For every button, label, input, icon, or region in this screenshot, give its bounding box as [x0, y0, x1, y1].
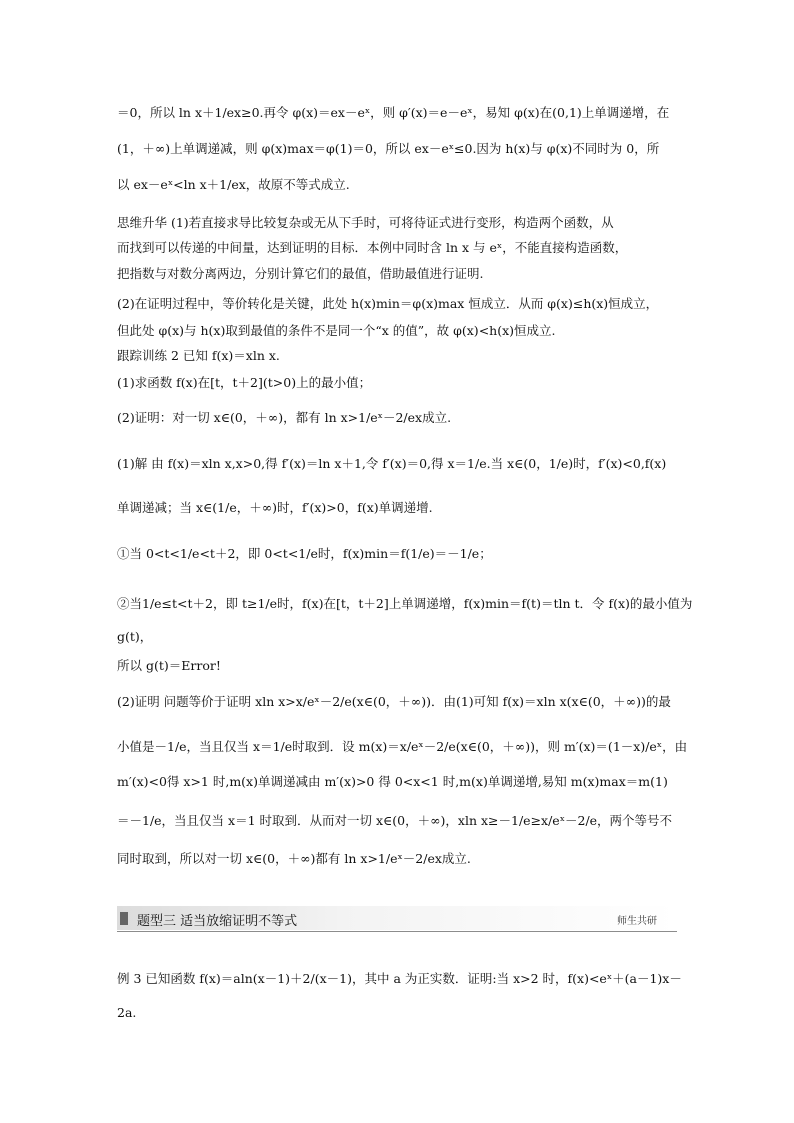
- text-line: 跟踪训练 2 已知 f(x)＝xln x.: [117, 348, 280, 363]
- section-title: 题型三 适当放缩证明不等式: [137, 914, 298, 929]
- banner-marker-icon: [120, 912, 128, 925]
- text-line: 把指数与对数分离两边，分别计算它们的最值，借助最值进行证明.: [117, 266, 484, 281]
- text-line: 思维升华 (1)若直接求导比较复杂或无从下手时，可将待证式进行变形，构造两个函数，从: [117, 215, 614, 230]
- text-line: (1，＋∞)上单调递减，则 φ(x)max＝φ(1)＝0，所以 ex－eˣ≤0.因为 h(x)与 φ(x)不同时为 0，所: [117, 141, 660, 156]
- text-line: (2)证明 问题等价于证明 xln x>x/eˣ－2/e(x∈(0，＋∞))．由(1)可知 f(x)＝xln x(x∈(0，＋∞))的最: [117, 694, 671, 709]
- text-line: ＝－1/e，当且仅当 x＝1 时取到．从而对一切 x∈(0，＋∞)，xln x≥－1/e≥x/eˣ－2/e，两个等号不: [117, 813, 673, 828]
- text-line: (1)求函数 f(x)在[t，t＋2](t>0)上的最小值；: [117, 375, 372, 390]
- text-line: (2)证明：对一切 x∈(0，＋∞)，都有 ln x>1/eˣ－2/ex成立.: [117, 410, 452, 425]
- text-line: (2)在证明过程中，等价转化是关键，此处 h(x)min＝φ(x)max 恒成立．从而 φ(x)≤h(x)恒成立，: [117, 296, 659, 311]
- text-line: 所以 g(t)＝Error!: [117, 658, 221, 673]
- text-line: 小值是－1/e，当且仅当 x＝1/e时取到．设 m(x)＝x/eˣ－2/e(x∈(0，＋∞))，则 m′(x)＝(1－x)/eˣ，由: [117, 739, 688, 754]
- text-line: 但此处 φ(x)与 h(x)取到最值的条件不是同一个“x 的值”，故 φ(x)<h(x)恒成立.: [117, 323, 556, 338]
- text-line: m′(x)<0得 x>1 时,m(x)单调递减由 m′(x)>0 得 0<x<1 时,m(x)单调递增,易知 m(x)max＝m(1): [117, 774, 668, 789]
- section-tag: 师生共研: [617, 916, 657, 927]
- text-line: ＝0，所以 ln x＋1/ex≥0.再令 φ(x)＝ex－eˣ，则 φ′(x)＝e－eˣ，易知 φ(x)在(0,1)上单调递增，在: [117, 105, 670, 120]
- text-line: ①当 0<t<1/e<t＋2，即 0<t<1/e时，f(x)min＝f(1/e)＝－1/e；: [117, 546, 492, 561]
- text-line: 同时取到，所以对一切 x∈(0，＋∞)都有 ln x>1/eˣ－2/ex成立.: [117, 851, 471, 866]
- text-line: 以 ex－eˣ<ln x＋1/ex，故原不等式成立.: [117, 177, 350, 192]
- text-line: ②当1/e≤t<t＋2，即 t≥1/e时，f(x)在[t，t＋2]上单调递增，f(x)min＝f(t)＝tln t．令 f(x)的最小值为: [117, 596, 693, 611]
- text-line: 例 3 已知函数 f(x)＝aln(x－1)＋2/(x－1)，其中 a 为正实数．证明:当 x>2 时，f(x)<eˣ＋(a－1)x－: [117, 971, 682, 986]
- text-line: g(t)，: [117, 629, 153, 644]
- section-banner: [117, 906, 677, 932]
- text-line: 而找到可以传递的中间量，达到证明的目标．本例中同时含 ln x 与 eˣ，不能直接构造函数，: [117, 240, 628, 255]
- banner-underline: [117, 931, 677, 932]
- text-line: (1)解 由 f(x)＝xln x,x>0,得 f′(x)＝ln x＋1,令 f′(x)＝0,得 x＝1/e.当 x∈(0，1/e)时，f′(x)<0,f(x): [117, 456, 667, 471]
- text-line: 2a.: [117, 1005, 137, 1020]
- text-line: 单调递减；当 x∈(1/e，＋∞)时，f′(x)>0，f(x)单调递增.: [117, 500, 433, 515]
